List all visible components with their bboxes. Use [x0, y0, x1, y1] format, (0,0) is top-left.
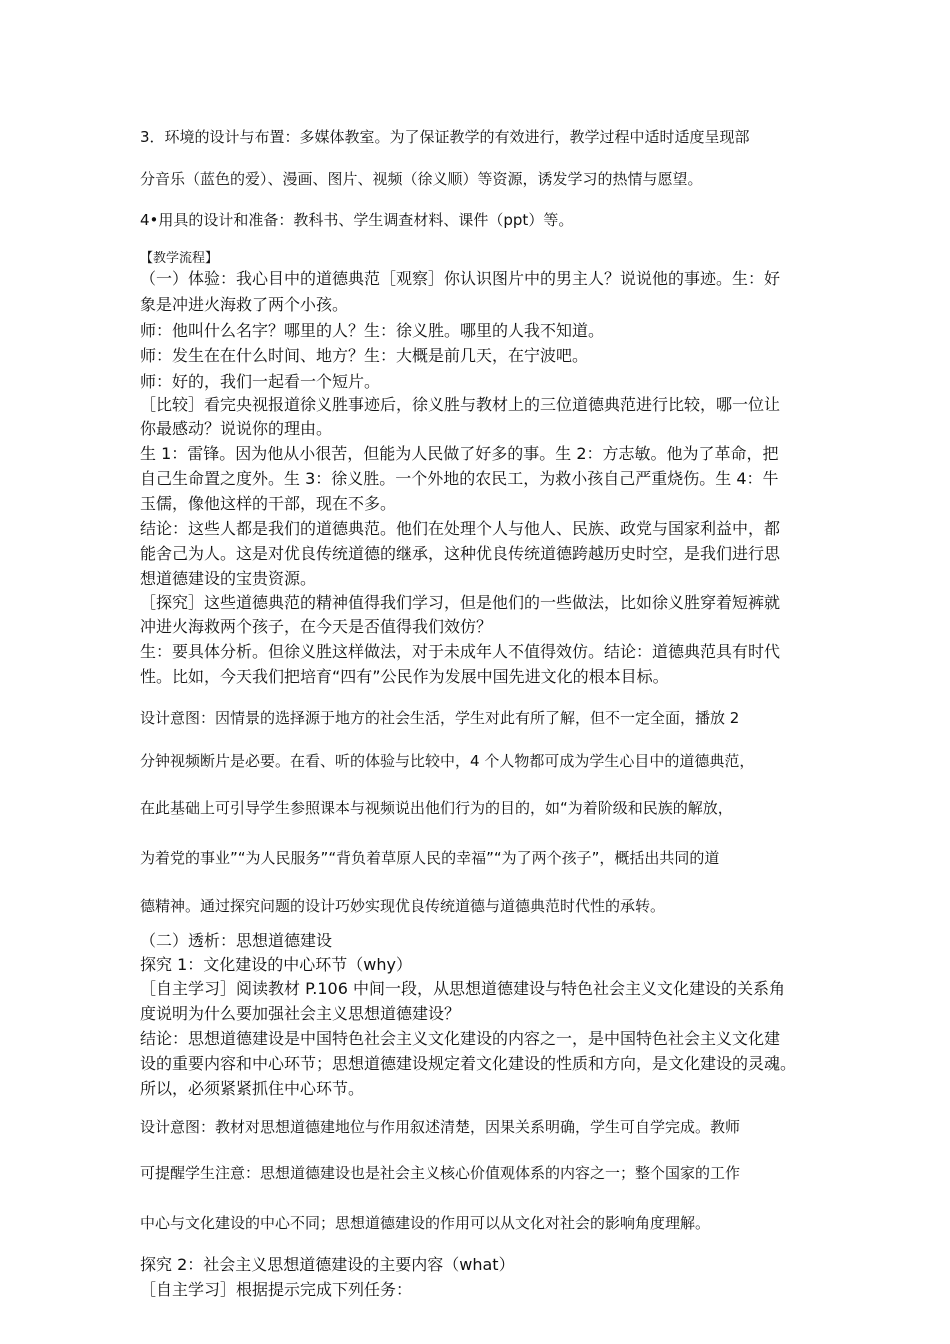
text-line: 能舍己为人。这是对优良传统道德的继承，这种优良传统道德跨越历史时空，是我们进行思	[140, 544, 781, 563]
text-line: 探究 2：社会主义思想道德建设的主要内容（what）	[140, 1255, 515, 1274]
text-line: 分音乐（蓝色的爱）、漫画、图片、视频（徐义顺）等资源，诱发学习的热情与愿望。	[140, 170, 703, 188]
text-line: 冲进火海救两个孩子，在今天是否值得我们效仿？	[140, 617, 493, 636]
text-line: ［自主学习］根据提示完成下列任务：	[140, 1280, 413, 1299]
text-line: 自己生命置之度外。生 3：徐义胜。一个外地的农民工，为救小孩自己严重烧伤。生 4：牛	[140, 469, 779, 488]
text-line: 分钟视频断片是必要。在看、听的体验与比较中，4 个人物都可成为学生心目中的道德典范，	[140, 752, 755, 770]
text-line: 德精神。通过探究问题的设计巧妙实现优良传统道德与道德典范时代性的承转。	[140, 897, 666, 915]
text-line: 玉儒，像他这样的干部，现在不多。	[140, 494, 397, 513]
text-line: ［探究］这些道德典范的精神值得我们学习，但是他们的一些做法，比如徐义胜穿着短裤就	[140, 593, 781, 612]
text-line: ［自主学习］阅读教材 P.106 中间一段，从思想道德建设与特色社会主义文化建设的关系角	[140, 979, 785, 998]
text-line: 为着党的事业”“为人民服务”“背负着草原人民的幸福”“为了两个孩子”，概括出共同的道	[140, 849, 720, 867]
text-line: 生：要具体分析。但徐义胜这样做法，对于未成年人不值得效仿。结论：道德典范具有时代	[140, 642, 781, 661]
text-line: 想道德建设的宝贵资源。	[140, 569, 317, 588]
text-line: 结论：这些人都是我们的道德典范。他们在处理个人与他人、民族、政党与国家利益中，都	[140, 519, 781, 538]
text-line: 探究 1：文化建设的中心环节（why）	[140, 955, 412, 974]
text-line: 生 1：雷锋。因为他从小很苦，但能为人民做了好多的事。生 2：方志敏。他为了革命，把	[140, 444, 779, 463]
text-line: （二）透析：思想道德建设	[140, 931, 333, 950]
text-line: 可提醒学生注意：思想道德建设也是社会主义核心价值观体系的内容之一；整个国家的工作	[140, 1164, 741, 1182]
text-line: 性。比如，今天我们把培育“四有”公民作为发展中国先进文化的根本目标。	[140, 667, 669, 686]
text-line: （一）体验：我心目中的道德典范［观察］你认识图片中的男主人？说说他的事迹。生：好	[140, 269, 781, 288]
text-line: 设计意图：教材对思想道德建地位与作用叙述清楚，因果关系明确，学生可自学完成。教师	[140, 1118, 741, 1136]
text-line: 师：发生在在什么时间、地方？生：大概是前几天，在宁波吧。	[140, 346, 589, 365]
text-line: 3．环境的设计与布置：多媒体教室。为了保证教学的有效进行，教学过程中适时适度呈现部	[140, 128, 750, 146]
section-heading: 【教学流程】	[140, 251, 219, 266]
text-line: 象是冲进火海救了两个小孩。	[140, 295, 349, 314]
text-line: 师：他叫什么名字？哪里的人？生：徐义胜。哪里的人我不知道。	[140, 321, 605, 340]
text-line: 结论：思想道德建设是中国特色社会主义文化建设的内容之一，是中国特色社会主义文化建	[140, 1029, 781, 1048]
text-line: 所以，必须紧紧抓住中心环节。	[140, 1079, 365, 1098]
text-line: 设计意图：因情景的选择源于地方的社会生活，学生对此有所了解，但不一定全面，播放 2	[140, 709, 740, 727]
text-line: 度说明为什么要加强社会主义思想道德建设？	[140, 1004, 461, 1023]
text-line: 设的重要内容和中心环节；思想道德建设规定着文化建设的性质和方向，是文化建设的灵魂。	[140, 1054, 797, 1073]
text-line: 中心与文化建设的中心不同；思想道德建设的作用可以从文化对社会的影响角度理解。	[140, 1214, 711, 1232]
text-line: 4•用具的设计和准备：教科书、学生调查材料、课件（ppt）等。	[140, 211, 574, 229]
text-line: 你最感动？说说你的理由。	[140, 419, 333, 438]
text-line: 在此基础上可引导学生参照课本与视频说出他们行为的目的，如“为着阶级和民族的解放，	[140, 799, 733, 817]
text-line: ［比较］看完央视报道徐义胜事迹后，徐义胜与教材上的三位道德典范进行比较，哪一位让	[140, 395, 781, 414]
text-line: 师：好的，我们一起看一个短片。	[140, 372, 381, 391]
